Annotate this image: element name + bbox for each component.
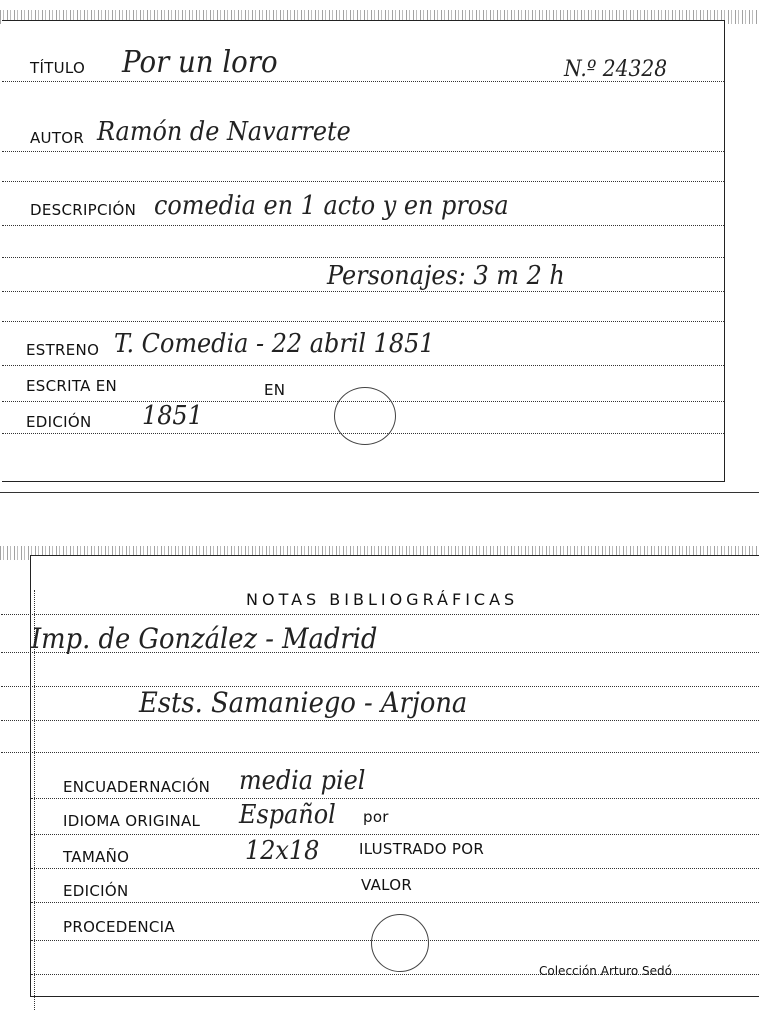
descripcion-value: comedia en 1 acto y en prosa — [154, 191, 509, 221]
rule — [31, 902, 759, 903]
collection-footer: Colección Arturo Sedó — [539, 964, 672, 978]
edicion-value: 1851 — [142, 401, 203, 431]
rule — [1, 652, 759, 653]
rule — [2, 225, 724, 226]
tamano-value: 12x18 — [245, 836, 320, 866]
rule — [1, 614, 759, 615]
punch-hole — [334, 387, 396, 445]
estreno-label: ESTRENO — [26, 341, 100, 359]
rule — [1, 720, 759, 721]
edicion-label: EDICIÓN — [26, 413, 92, 431]
rule — [2, 257, 724, 258]
rule — [1, 686, 759, 687]
page-separator — [0, 492, 759, 493]
rule — [31, 834, 759, 835]
rule — [31, 868, 759, 869]
encuadernacion-value: media piel — [239, 766, 366, 796]
rule — [31, 798, 759, 799]
titulo-label: TÍTULO — [30, 59, 86, 77]
estreno-value: T. Comedia - 22 abril 1851 — [114, 329, 435, 359]
rule — [2, 321, 724, 322]
edicion2-label: EDICIÓN — [63, 882, 129, 900]
autor-label: AUTOR — [30, 129, 85, 147]
encuadernacion-label: ENCUADERNACIÓN — [63, 778, 211, 796]
personajes-value: Personajes: 3 m 2 h — [327, 261, 565, 291]
rule — [2, 181, 724, 182]
nota-2: Ests. Samaniego - Arjona — [139, 686, 468, 719]
rule — [1, 752, 759, 753]
nota-1: Imp. de González - Madrid — [31, 622, 378, 655]
ilustrado-label: ILUSTRADO POR — [359, 840, 485, 858]
idioma-value: Español — [239, 800, 336, 830]
tamano-label: TAMAÑO — [63, 848, 130, 866]
catalog-card-front — [2, 20, 725, 482]
descripcion-label: DESCRIPCIÓN — [30, 201, 137, 219]
escrita-label: ESCRITA EN — [26, 377, 118, 395]
autor-value: Ramón de Navarrete — [97, 117, 351, 147]
titulo-value: Por un loro — [122, 45, 278, 80]
valor-label: VALOR — [361, 876, 413, 894]
card-edge — [34, 590, 35, 1010]
en-label: EN — [264, 381, 286, 399]
rule — [2, 81, 724, 82]
rule — [2, 291, 724, 292]
procedencia-label: PROCEDENCIA — [63, 918, 175, 936]
por-label: por — [363, 808, 389, 826]
numero-value: N.º 24328 — [564, 57, 668, 82]
notes-heading: NOTAS BIBLIOGRÁFICAS — [246, 590, 519, 609]
catalog-card-back — [30, 555, 759, 997]
rule — [2, 365, 724, 366]
idioma-label: IDIOMA ORIGINAL — [63, 812, 201, 830]
punch-hole — [371, 914, 429, 972]
rule — [2, 151, 724, 152]
